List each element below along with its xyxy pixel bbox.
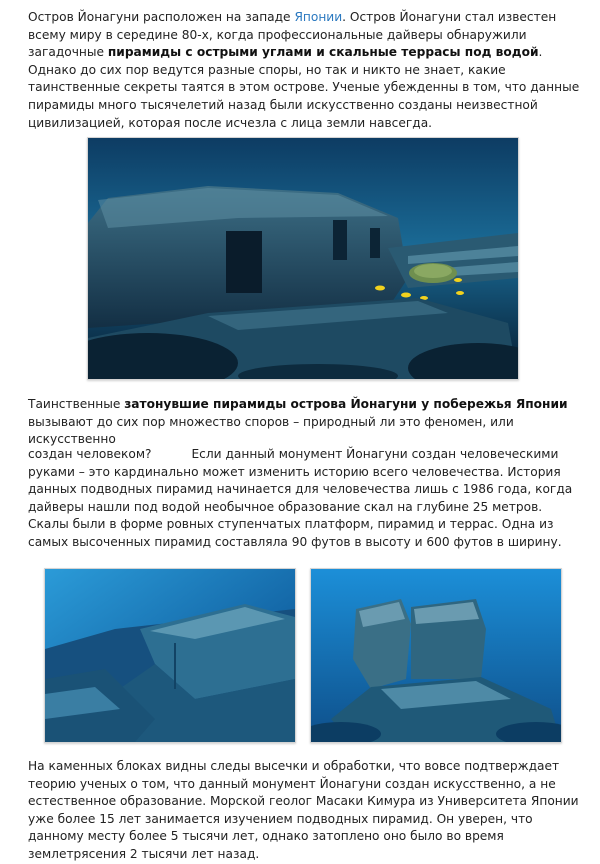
geology-paragraph <box>28 758 584 864</box>
ruins-photo-right <box>310 568 562 743</box>
intro-text-end: . Однако до сих пор ведутся разные споры, но так и никто не знает, какие таинственные секреты таятся в этом острове. Ученые убежденны в том, что данные пирамиды много тысячелетий назад были искусственно созданы неизвестной цивилизацией, которая после исчезла с лица земли навсегда. <box>28 45 580 130</box>
intro-text-mid: . Остров Йонагуни стал известен всему миру в середине 80-х, когда профессиональные дайверы обнаружили загадочные <box>28 10 557 60</box>
history-lead-question: создан человеком? <box>28 447 152 461</box>
geology-text: На каменных блоках видны следы высечки и обработки, что вовсе подтверждает теорию ученых о том, что данный монумент Йонагуни создан искусственно, а не естественное образование. Морской геолог Масаки Кимура из Университета Японии уже более 15 лет занимается изучением подводных пирамид. Он уверен, что данному месту более 5 тысячи лет, однако затоплено оно было во время землетрясения 2 тысячи лет назад. <box>28 759 579 861</box>
caption-text-end: вызывают до сих пор множество споров – природный ли это феномен, или искусственно <box>28 414 514 447</box>
japan-link[interactable]: Японии <box>294 10 343 24</box>
intro-text-start: Остров Йонагуни расположен на западе <box>28 10 295 24</box>
ruins-photo-main <box>87 137 519 380</box>
caption-paragraph <box>28 396 584 449</box>
ruins-photo-main-image <box>88 138 518 379</box>
intro-bold-phrase: пирамиды с острыми углами и скальные террасы под водой <box>107 45 539 60</box>
caption-bold-phrase: затонувшие пирамиды острова Йонагуни у побережья Японии <box>124 397 568 411</box>
intro-paragraph <box>28 9 584 132</box>
ruins-photo-left <box>44 568 296 743</box>
ruins-photo-right-image <box>311 569 561 742</box>
caption-text-start: Таинственные <box>28 397 125 411</box>
history-paragraph <box>28 446 584 552</box>
ruins-photo-left-image <box>45 569 295 742</box>
history-text: Если данный монумент Йонагуни создан человеческими руками – это кардинально может изменить историю всего человечества. История данных подводных пирамид начинается для человечества лишь с 1986 года, когда дайверы нашли под водой необычное образование скал на глубине 25 метров. Скалы были в форме ровных ступенчатых платформ, пирамид и террас. Одна из самых высоченных пирамид составляла 90 футов в высоту и 600 футов в ширину. <box>28 447 573 549</box>
